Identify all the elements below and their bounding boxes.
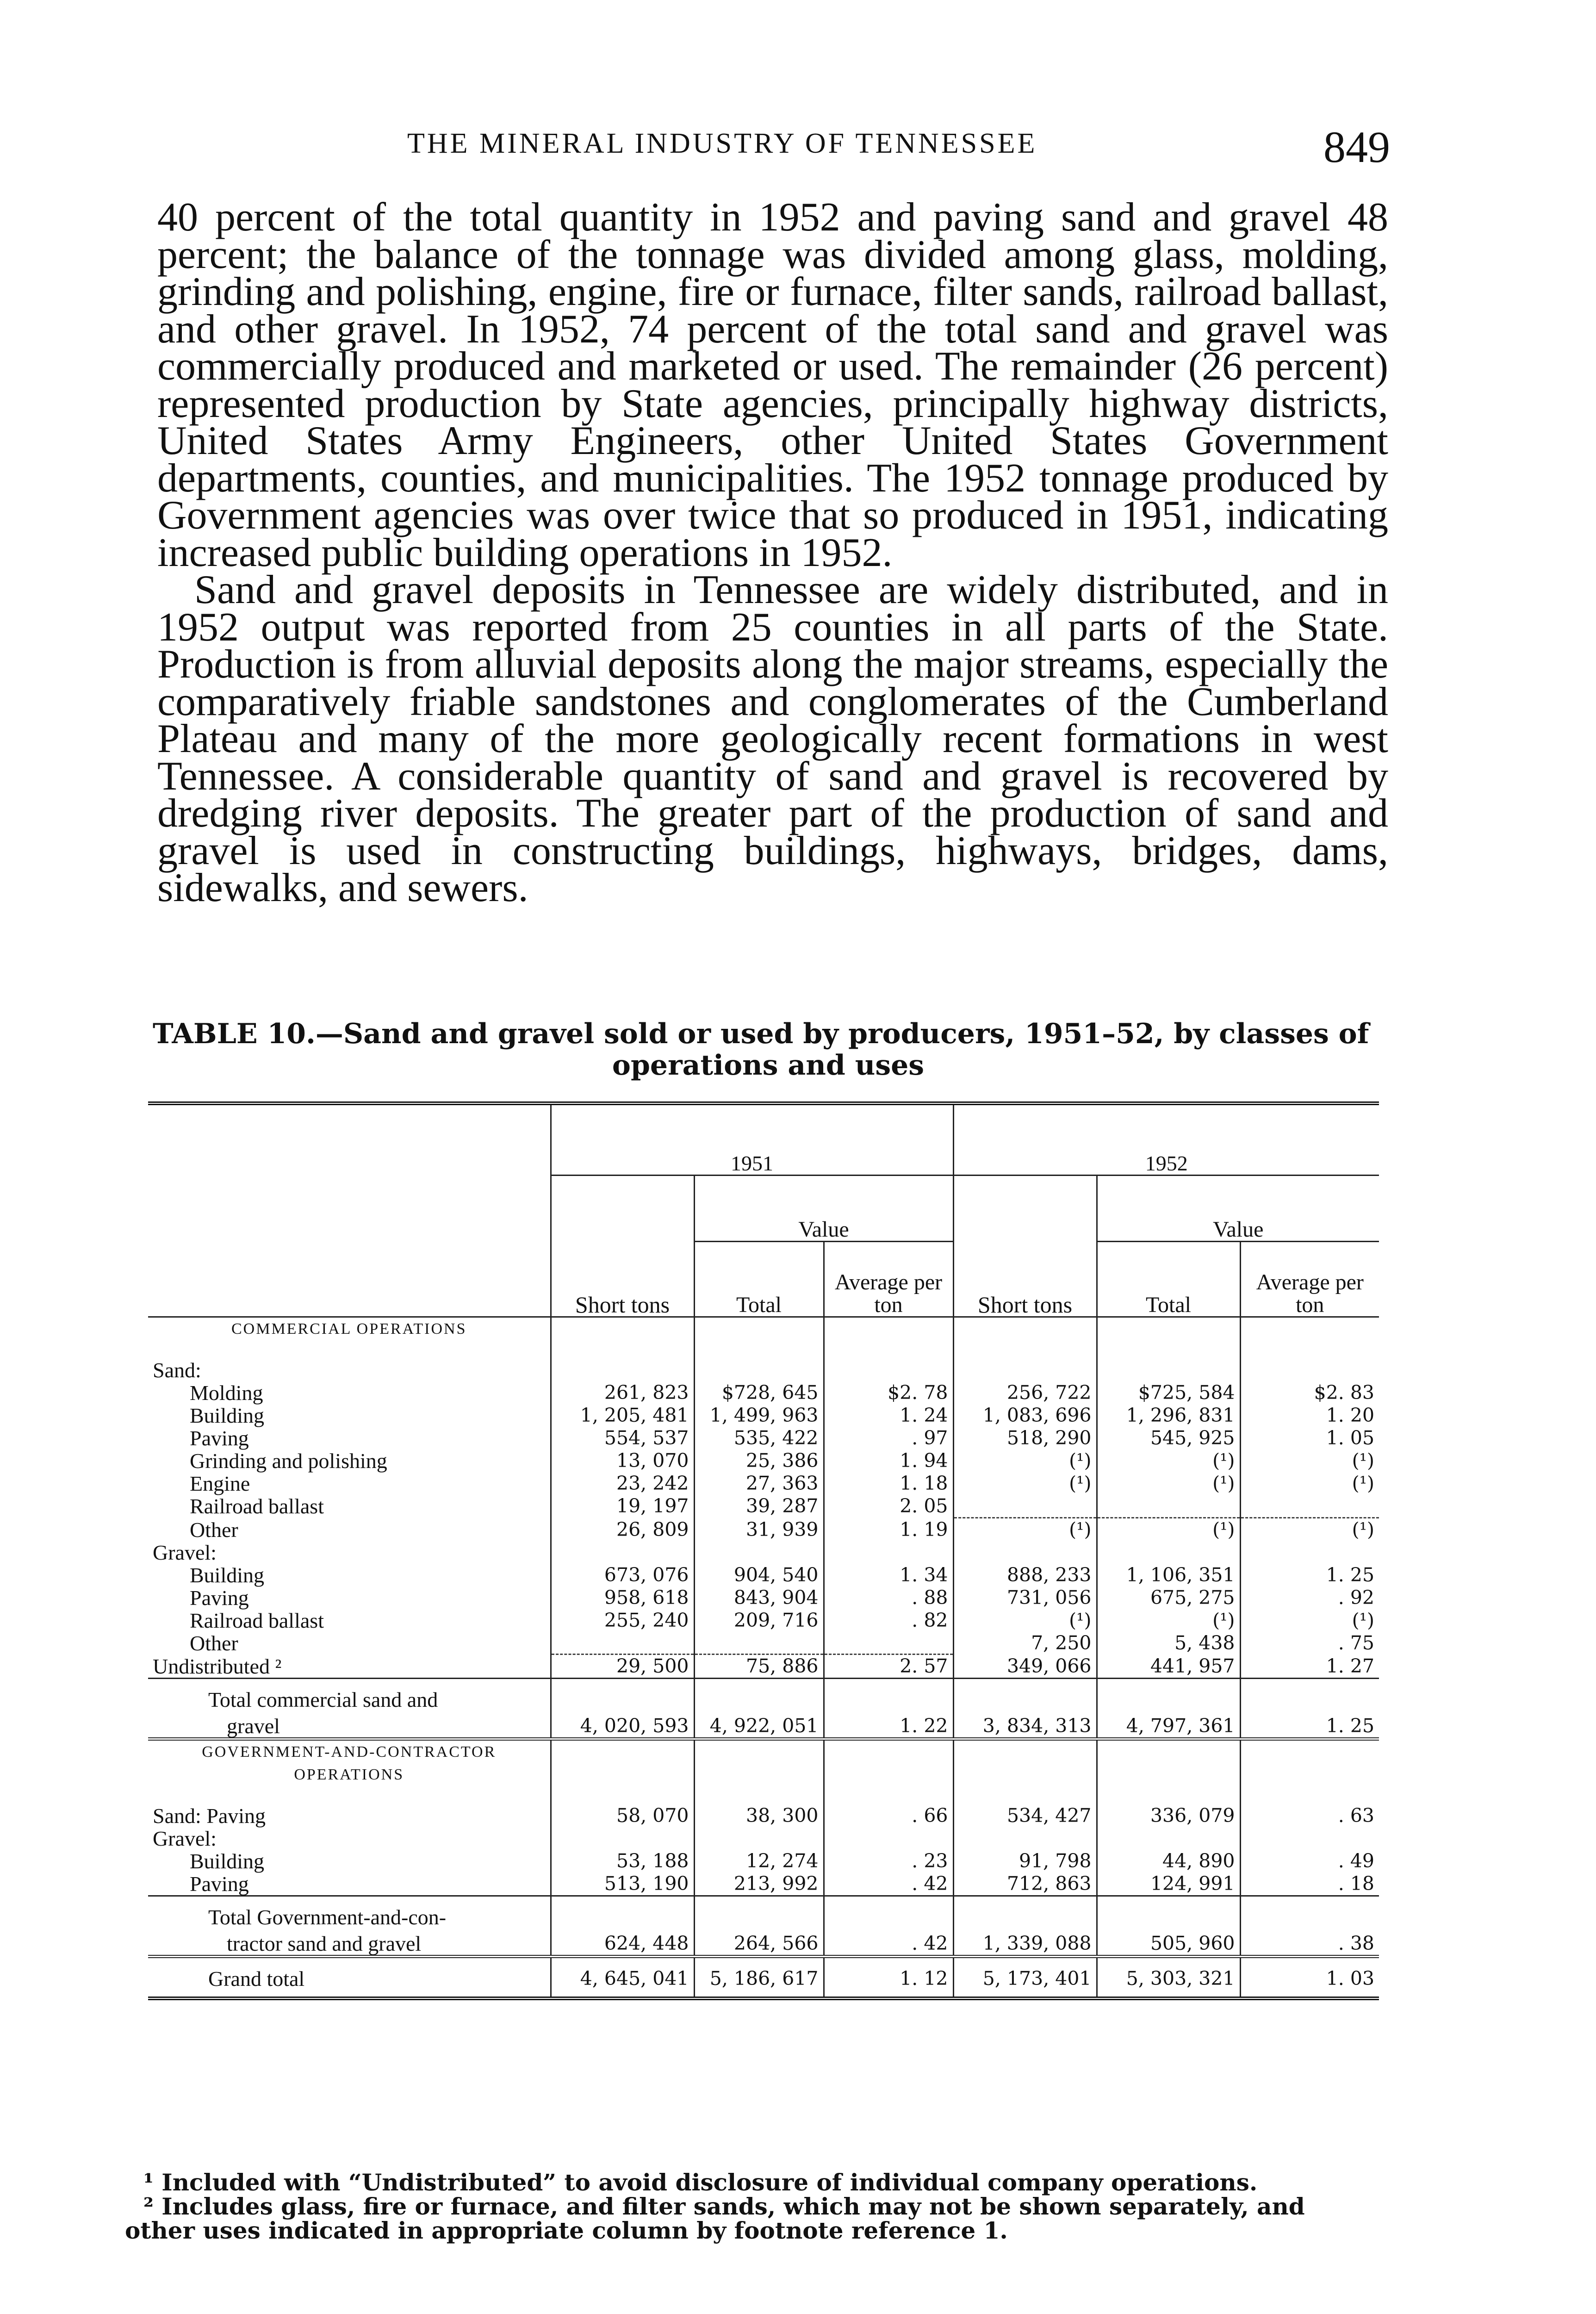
footnote: ² Includes glass, fire or furnace, and filter sands, which may not be shown separately, and other uses indicated in appropriate column by footnote reference 1. [125,2193,1305,2244]
cell: 7, 250 [953,1632,1097,1655]
cell: (¹) [1240,1518,1379,1541]
cell: $2. 83 [1240,1381,1379,1404]
cell: 29, 500 [551,1655,694,1679]
cell: 26, 809 [551,1518,694,1541]
cell: 1, 296, 831 [1097,1404,1240,1427]
section-heading: COMMERCIAL OPERATIONS [231,1320,467,1337]
footnote: ¹ Included with “Undistributed” to avoid disclosure of individual company operations. [143,2169,1258,2196]
table-row [148,1472,1379,1495]
cell: 5, 173, 401 [953,1957,1097,1999]
running-title: THE MINERAL INDUSTRY OF TENNESSEE [407,128,1037,159]
grand-total-row [148,1957,1379,1999]
cell: 505, 960 [1097,1932,1240,1957]
cell: 2. 05 [824,1495,953,1518]
cell: 213, 992 [694,1872,824,1896]
cell: 545, 925 [1097,1427,1240,1449]
cell: 1. 25 [1240,1564,1379,1586]
cell: (¹) [1097,1609,1240,1632]
cell: 441, 957 [1097,1655,1240,1679]
cell: 31, 939 [694,1518,824,1541]
cell: 4, 020, 593 [551,1715,694,1739]
cell: 1, 339, 088 [953,1932,1097,1957]
row-label: Gravel: [153,1827,217,1850]
row-label: Railroad ballast [190,1608,324,1632]
cell: 518, 290 [953,1427,1097,1449]
row-label: Engine [190,1472,250,1495]
cell: 1, 499, 963 [694,1404,824,1427]
cell: . 66 [824,1804,953,1827]
table-row [148,1449,1379,1472]
cell: 75, 886 [694,1655,824,1679]
table-row [148,1804,1379,1827]
cell: (¹) [1097,1472,1240,1495]
cell [824,1632,953,1655]
page-number: 849 [1323,122,1390,172]
cell: 38, 300 [694,1804,824,1827]
cell: 1. 27 [1240,1655,1379,1679]
row-label: Building [190,1404,265,1427]
cell: (¹) [1097,1449,1240,1472]
table-row [148,1541,1379,1564]
table-row [148,1850,1379,1872]
cell: 1, 083, 696 [953,1404,1097,1427]
cell: . 38 [1240,1932,1379,1957]
table-row [148,1655,1379,1679]
table-row [148,1404,1379,1427]
cell: . 75 [1240,1632,1379,1655]
cell: 261, 823 [551,1381,694,1404]
cell: 25, 386 [694,1449,824,1472]
row-label: Grinding and polishing [190,1449,387,1473]
cell: 23, 242 [551,1472,694,1495]
cell: . 42 [824,1932,953,1957]
cell: 1. 94 [824,1449,953,1472]
cell: 27, 363 [694,1472,824,1495]
paragraph: Sand and gravel deposits in Tennessee are widely distributed, and in 1952 output was reported from 25 counties in all parts of the State. Production is from alluvial deposits along the major streams, especially the comparatively friable sandstones and conglomerates of the Cumberland Plateau and many of the more geologically recent formations in west Tennessee. A considerable quantity of sand and gravel is recovered by dredging river deposits. The greater part of the production of sand and gravel is used in constructing buildings, highways, bridges, dams, sidewalks, and sewers. [157,567,1388,910]
cell: . 92 [1240,1586,1379,1609]
total-header: Total [694,1242,824,1317]
table-row [148,1359,1379,1381]
cell: . 88 [824,1586,953,1609]
total-header: Total [1097,1242,1240,1317]
cell: 2. 57 [824,1655,953,1679]
cell [551,1632,694,1655]
footnotes [125,2171,1374,2243]
cell: 1. 34 [824,1564,953,1586]
cell: (¹) [1240,1472,1379,1495]
cell: 1. 05 [1240,1427,1379,1449]
cell: 534, 427 [953,1804,1097,1827]
total-row [148,1715,1379,1739]
total-row [148,1896,1379,1933]
total-row [148,1932,1379,1957]
data-table [148,1101,1379,2000]
cell: . 63 [1240,1804,1379,1827]
cell: (¹) [953,1449,1097,1472]
cell: 888, 233 [953,1564,1097,1586]
cell: 1. 03 [1240,1957,1379,1999]
cell: 5, 438 [1097,1632,1240,1655]
row-label: Total Government-and-con- [148,1896,551,1933]
table-row [148,1427,1379,1449]
cell: $2. 78 [824,1381,953,1404]
cell: 12, 274 [694,1850,824,1872]
cell: 1, 106, 351 [1097,1564,1240,1586]
row-label: Total commercial sand and [148,1679,551,1715]
cell: (¹) [953,1472,1097,1495]
cell: 256, 722 [953,1381,1097,1404]
cell: 1. 12 [824,1957,953,1999]
value-header: Value [694,1176,953,1242]
cell: 209, 716 [694,1609,824,1632]
cell: 4, 797, 361 [1097,1715,1240,1739]
cell: (¹) [1240,1449,1379,1472]
row-label: Sand: Paving [153,1804,266,1828]
cell: 58, 070 [551,1804,694,1827]
table-title-line: operations and uses [612,1049,925,1082]
cell: 1. 20 [1240,1404,1379,1427]
cell: 1. 18 [824,1472,953,1495]
cell: 19, 197 [551,1495,694,1518]
cell: 731, 056 [953,1586,1097,1609]
cell: 13, 070 [551,1449,694,1472]
table-row [148,1827,1379,1850]
short-tons-header: Short tons [953,1176,1097,1317]
cell: 904, 540 [694,1564,824,1586]
header-blank [148,1103,551,1317]
cell: (¹) [953,1518,1097,1541]
cell: 1. 22 [824,1715,953,1739]
table-title-line: TABLE 10.—Sand and gravel sold or used by producers, 1951–52, by classes of [153,1018,1369,1050]
year-header-1952: 1952 [953,1103,1379,1176]
cell: . 82 [824,1609,953,1632]
row-label: Paving [190,1872,249,1896]
cell: . 23 [824,1850,953,1872]
cell: 1. 19 [824,1518,953,1541]
section-heading: GOVERNMENT-AND-CONTRACTOR OPERATIONS [202,1743,497,1783]
cell: 264, 566 [694,1932,824,1957]
table-row [148,1495,1379,1518]
cell: 53, 188 [551,1850,694,1872]
cell: 1. 24 [824,1404,953,1427]
average-per-ton-header: Average per ton [824,1242,953,1317]
table-row [148,1381,1379,1404]
cell: $728, 645 [694,1381,824,1404]
row-label: Other [190,1631,238,1655]
cell: 44, 890 [1097,1850,1240,1872]
row-label: Grand total [148,1957,551,1999]
table-row [148,1609,1379,1632]
cell: 349, 066 [953,1655,1097,1679]
cell: . 97 [824,1427,953,1449]
body-text [157,195,1388,910]
row-label: Building [190,1849,265,1873]
total-row [148,1679,1379,1715]
table-title [153,1018,1384,1081]
cell: . 49 [1240,1850,1379,1872]
table-row [148,1872,1379,1896]
row-label: Sand: [153,1358,201,1382]
cell [953,1495,1097,1518]
cell [1240,1495,1379,1518]
table-row [148,1564,1379,1586]
value-header: Value [1097,1176,1379,1242]
cell: 673, 076 [551,1564,694,1586]
table-row [148,1586,1379,1609]
cell: 3, 834, 313 [953,1715,1097,1739]
cell: 255, 240 [551,1609,694,1632]
cell: (¹) [1097,1518,1240,1541]
cell: 4, 645, 041 [551,1957,694,1999]
cell: 1, 205, 481 [551,1404,694,1427]
cell: 336, 079 [1097,1804,1240,1827]
short-tons-header: Short tons [551,1176,694,1317]
row-label: tractor sand and gravel [148,1932,551,1957]
row-label: Building [190,1563,265,1587]
cell [694,1632,824,1655]
data-table-container [148,1101,1379,2000]
row-label: Gravel: [153,1540,217,1564]
cell: 535, 422 [694,1427,824,1449]
table-row [148,1632,1379,1655]
cell: $725, 584 [1097,1381,1240,1404]
cell: 513, 190 [551,1872,694,1896]
cell: 1. 25 [1240,1715,1379,1739]
row-label: Molding [190,1381,263,1405]
cell: 39, 287 [694,1495,824,1518]
section-row [148,1317,1379,1341]
cell [1097,1495,1240,1518]
paragraph: 40 percent of the total quantity in 1952 and paving sand and gravel 48 percent; the balance of the tonnage was divided among glass, molding, grinding and polishing, engine, fire or furnace, filter sands, railroad ballast, and other gravel. In 1952, 74 percent of the total sand and gravel was commercially produced and marketed or used. The remainder (26 percent) represented production by State agencies, principally highway districts, United States Army Engineers, other United States Government departments, counties, and municipalities. The 1952 tonnage produced by Government agencies was over twice that so produced in 1951, indicating increased public building operations in 1952. [157,195,1388,575]
cell: (¹) [953,1609,1097,1632]
table-row [148,1518,1379,1541]
section-row [148,1739,1379,1786]
cell: (¹) [1240,1609,1379,1632]
cell: . 18 [1240,1872,1379,1896]
cell: 958, 618 [551,1586,694,1609]
cell: 4, 922, 051 [694,1715,824,1739]
cell: 675, 275 [1097,1586,1240,1609]
cell: 554, 537 [551,1427,694,1449]
row-label: Paving [190,1586,249,1610]
cell: 624, 448 [551,1932,694,1957]
row-label: Paving [190,1426,249,1450]
cell: 712, 863 [953,1872,1097,1896]
cell: 5, 186, 617 [694,1957,824,1999]
row-label: Undistributed ² [153,1655,282,1678]
cell: . 42 [824,1872,953,1896]
cell: 124, 991 [1097,1872,1240,1896]
cell: 5, 303, 321 [1097,1957,1240,1999]
row-label: Other [190,1518,238,1542]
cell: 91, 798 [953,1850,1097,1872]
average-per-ton-header: Average per ton [1240,1242,1379,1317]
row-label: gravel [148,1715,551,1739]
year-header-1951: 1951 [551,1103,953,1176]
cell: 843, 904 [694,1586,824,1609]
row-label: Railroad ballast [190,1494,324,1518]
